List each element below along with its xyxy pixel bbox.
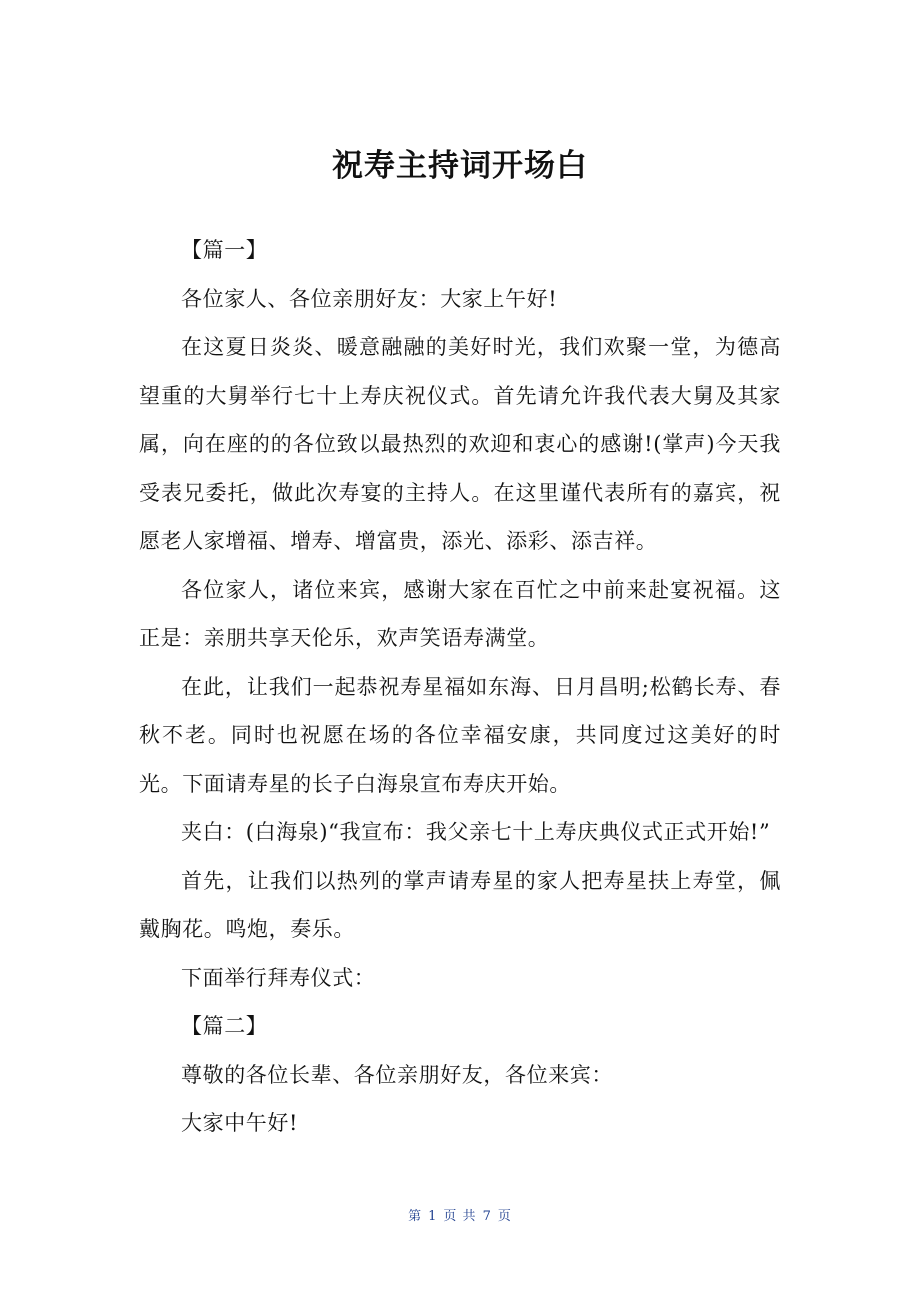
footer-page-number: 1 xyxy=(428,1209,438,1224)
paragraph: 夹白：(白海泉)“我宣布：我父亲七十上寿庆典仪式正式开始!” xyxy=(181,820,771,844)
paragraph: 在这夏日炎炎、暖意融融的美好时光，我们欢聚一堂，为德高望重的大舅举行七十上寿庆祝仪式。首先请允许我代表大舅及其家属，向在座的的各位致以最热烈的欢迎和衷心的感谢!(掌声)今天我受表兄委托，做此次寿宴的主持人。在这里谨代表所有的嘉宾，祝愿老人家增福、增寿、增富贵，添光、添彩、添吉祥。 xyxy=(139,335,781,553)
footer-prefix: 第 xyxy=(408,1209,423,1224)
paragraph: 在此，让我们一起恭祝寿星福如东海、日月昌明;松鹤长寿、春秋不老。同时也祝愿在场的各位幸福安康，共同度过这美好的时光。下面请寿星的长子白海泉宣布寿庆开始。 xyxy=(139,674,781,796)
footer-suffix: 页 xyxy=(497,1209,512,1224)
document-body xyxy=(139,226,781,1148)
paragraph: 各位家人，诸位来宾，感谢大家在百忙之中前来赴宴祝福。这正是：亲朋共享天伦乐，欢声笑语寿满堂。 xyxy=(139,577,781,650)
section-heading: 【篇一】 xyxy=(181,238,268,262)
paragraph: 各位家人、各位亲朋好友：大家上午好! xyxy=(181,286,558,311)
paragraph: 下面举行拜寿仪式： xyxy=(181,965,376,990)
paragraph: 尊敬的各位长辈、各位亲朋好友，各位来宾： xyxy=(181,1062,613,1087)
paragraph: 大家中午好! xyxy=(181,1111,299,1135)
page-title: 祝寿主持词开场白 xyxy=(332,148,588,184)
page-footer xyxy=(0,1206,920,1228)
footer-middle: 页 共 xyxy=(443,1209,477,1224)
section-heading: 【篇二】 xyxy=(181,1014,268,1038)
footer-total-pages: 7 xyxy=(482,1209,492,1224)
paragraph: 首先，让我们以热列的掌声请寿星的家人把寿星扶上寿堂，佩戴胸花。鸣炮，奏乐。 xyxy=(139,868,781,941)
